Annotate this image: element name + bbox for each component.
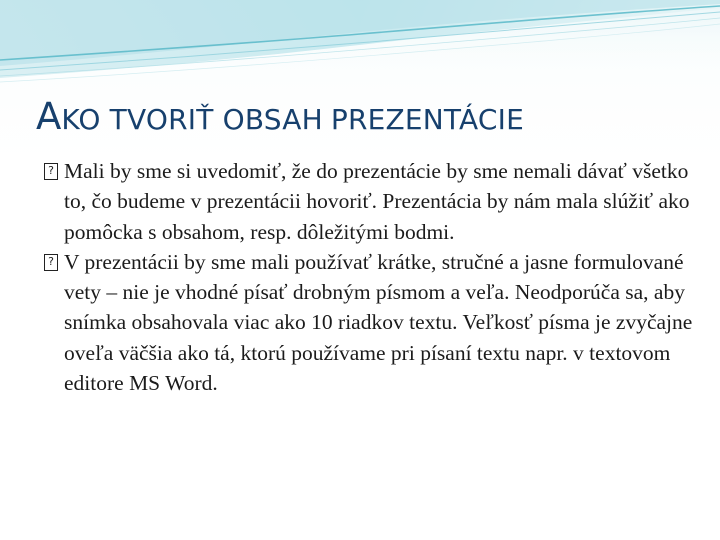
decorative-wave-header bbox=[0, 0, 720, 90]
missing-glyph-box-icon bbox=[44, 254, 58, 271]
missing-glyph-box-icon bbox=[44, 163, 58, 180]
slide-title bbox=[36, 92, 696, 142]
title-initial: A bbox=[36, 95, 62, 138]
bullet-item bbox=[44, 247, 694, 398]
bullet-item bbox=[44, 156, 694, 247]
bullet-text: V prezentácii by sme mali používať krátke, stručné a jasne formulované vety – nie je vhodné písať drobným písmom a veľa. Neodporúča sa, aby snímka obsahovala viac ako 10 riadkov textu. Veľkosť písma je zvyčajne oveľa väčšia ako tá, ktorú používame pri písaní textu napr. v textovom editore MS Word. bbox=[64, 249, 693, 396]
slide-body bbox=[44, 156, 694, 398]
bullet-text: Mali by sme si uvedomiť, že do prezentácie by sme nemali dávať všetko to, čo budeme v prezentácii hovoriť. Prezentácia by nám mala slúžiť ako pomôcka s obsahom, resp. dôležitými bodmi. bbox=[64, 159, 690, 244]
title-part-1: KO TVORIŤ OBSAH bbox=[61, 103, 323, 136]
title-part-2: PREZENTÁCIE bbox=[330, 103, 525, 136]
